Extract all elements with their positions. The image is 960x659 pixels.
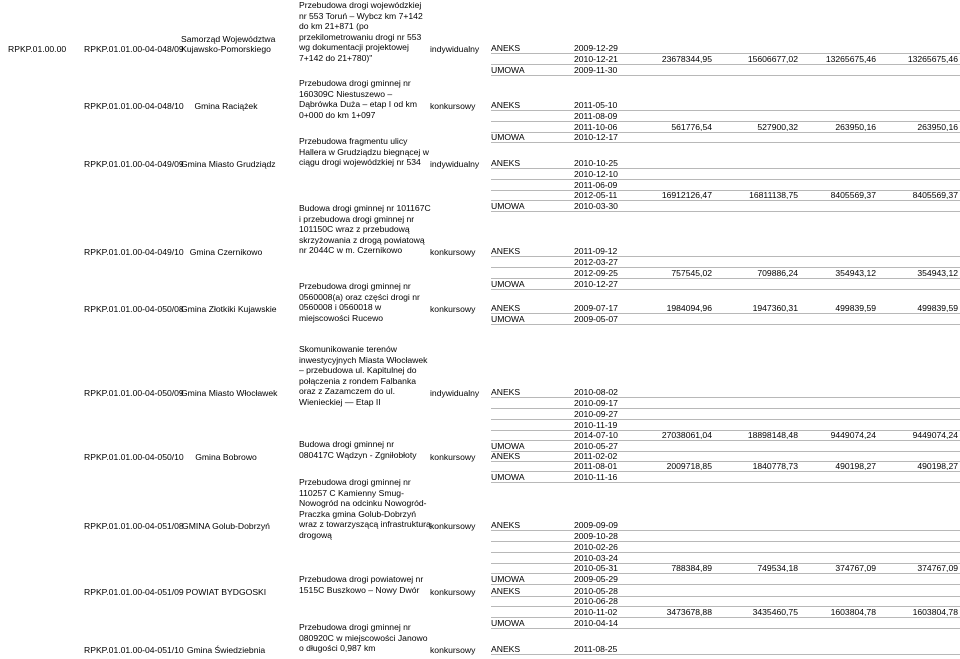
selection-mode: konkursowy bbox=[430, 586, 476, 597]
agreement-row bbox=[491, 268, 960, 279]
agreement-row bbox=[491, 246, 960, 257]
project-code: RPKP.01.01.00-04-049/09 bbox=[84, 159, 184, 170]
agreement-date: 2010-08-02 bbox=[574, 387, 618, 398]
project-program-code: RPKP.01.00.00 bbox=[8, 44, 67, 55]
agreement-date: 2011-05-10 bbox=[574, 100, 618, 111]
agreement-row bbox=[491, 563, 960, 574]
total-value: 561776,54 bbox=[671, 121, 712, 132]
project-code: RPKP.01.01.00-04-048/09 bbox=[84, 44, 184, 55]
eu-funding: 9449074,24 bbox=[830, 430, 876, 441]
agreement-date: 2012-03-27 bbox=[574, 257, 618, 268]
agreement-row bbox=[491, 607, 960, 618]
project-description: Przebudowa drogi gminnej nr 080920C w miejscowości Janowo o długości 0,987 km bbox=[299, 622, 428, 654]
total-value: 2009718,85 bbox=[666, 461, 712, 472]
agreement-row bbox=[491, 43, 960, 54]
agreement-row bbox=[491, 520, 960, 531]
agreement-row bbox=[491, 553, 960, 564]
agreement-type: ANEKS bbox=[491, 450, 521, 461]
agreement-type: UMOWA bbox=[491, 313, 525, 324]
agreement-type: ANEKS bbox=[491, 585, 521, 596]
project-block bbox=[0, 278, 960, 329]
eligible-value: 18898148,48 bbox=[747, 430, 798, 441]
agreement-row bbox=[491, 158, 960, 169]
agreement-row bbox=[491, 190, 960, 201]
agreement-row bbox=[491, 542, 960, 553]
agreement-row bbox=[491, 398, 960, 409]
agreement-date: 2014-07-10 bbox=[574, 430, 618, 441]
agreement-date: 2009-07-17 bbox=[574, 303, 618, 314]
agreement-row bbox=[491, 169, 960, 180]
project-description: Przebudowa fragmentu ulicy Hallera w Grudziądzu biegnącej w ciągu drogi wojewódzkiej nr 534 bbox=[299, 136, 429, 168]
agreement-row bbox=[491, 54, 960, 65]
agreement-date: 2010-09-27 bbox=[574, 408, 618, 419]
eligible-value: 709886,24 bbox=[757, 267, 798, 278]
agreement-type: UMOWA bbox=[491, 617, 525, 628]
agreement-row bbox=[491, 596, 960, 607]
eligible-value: 749534,18 bbox=[757, 563, 798, 574]
agreement-date: 2010-11-19 bbox=[574, 419, 618, 430]
beneficiary-name: Gmina Miasto Grudziądz bbox=[181, 159, 276, 170]
agreement-date: 2009-05-29 bbox=[574, 573, 618, 584]
project-description: Budowa drogi gminnej nr 080417C Wądzyn - Zgniłobłoty bbox=[299, 439, 417, 460]
agreement-row bbox=[491, 451, 960, 462]
agreement-date: 2010-09-17 bbox=[574, 398, 618, 409]
agreement-date: 2011-08-25 bbox=[574, 644, 618, 655]
eu-funding-amount: 1603804,78 bbox=[912, 607, 958, 617]
project-block bbox=[0, 622, 960, 659]
agreement-row bbox=[491, 387, 960, 398]
agreement-row bbox=[491, 420, 960, 431]
project-code: RPKP.01.01.00-04-048/10 bbox=[84, 101, 184, 112]
agreement-row bbox=[491, 257, 960, 268]
project-description: Przebudowa drogi gminnej nr 0560008(a) oraz części drogi nr 0560008 i 0560018 w miejscowości Rucewo bbox=[299, 281, 420, 323]
agreement-type: UMOWA bbox=[491, 573, 525, 584]
agreement-row bbox=[491, 303, 960, 314]
beneficiary-name: GMINA Golub-Dobrzyń bbox=[182, 521, 270, 532]
project-code: RPKP.01.01.00-04-051/08 bbox=[84, 521, 184, 532]
agreement-row bbox=[491, 461, 960, 472]
agreement-row bbox=[491, 100, 960, 111]
selection-mode: konkursowy bbox=[430, 304, 476, 315]
project-code: RPKP.01.01.00-04-050/09 bbox=[84, 388, 184, 399]
agreement-row bbox=[491, 180, 960, 191]
beneficiary-name: Gmina Czernikowo bbox=[189, 247, 263, 258]
agreement-date: 2010-05-27 bbox=[574, 440, 618, 451]
agreement-date: 2010-12-27 bbox=[574, 278, 618, 289]
eu-funding-amount: 9449074,24 bbox=[912, 430, 958, 441]
agreement-row bbox=[491, 531, 960, 542]
eu-funding: 8405569,37 bbox=[830, 190, 876, 201]
agreement-date: 2010-02-26 bbox=[574, 541, 618, 552]
eu-funding-amount: 374767,09 bbox=[917, 563, 958, 574]
agreement-date: 2010-12-17 bbox=[574, 132, 618, 143]
agreement-type: UMOWA bbox=[491, 472, 525, 482]
agreement-date: 2010-05-31 bbox=[574, 563, 618, 574]
project-description: Budowa drogi gminnej nr 101167C i przebudowa drogi gminnej nr 101150C wraz z przebudową skrzyżowania z drogą powiatową nr 2044C w m. Czernikowo bbox=[299, 203, 431, 256]
agreement-row bbox=[491, 122, 960, 133]
agreement-date: 2010-05-28 bbox=[574, 585, 618, 596]
eu-funding: 490198,27 bbox=[835, 461, 876, 472]
project-code: RPKP.01.01.00-04-051/09 bbox=[84, 586, 184, 597]
eligible-value: 1840778,73 bbox=[752, 461, 798, 472]
agreement-date: 2010-04-14 bbox=[574, 617, 618, 628]
beneficiary-name: Gmina Bobrowo bbox=[195, 451, 257, 462]
beneficiary-name: POWIAT BYDGOSKI bbox=[185, 586, 267, 597]
eligible-value: 1947360,31 bbox=[752, 303, 798, 314]
eu-funding: 13265675,46 bbox=[825, 54, 876, 65]
agreement-type: ANEKS bbox=[491, 158, 521, 169]
beneficiary-name: Gmina Świedziebnia bbox=[186, 645, 266, 656]
beneficiary-name: Gmina Złotkiki Kujawskie bbox=[181, 304, 277, 315]
project-description: Przebudowa drogi wojewódzkiej nr 553 Toruń – Wybcz km 7+142 do km 21+871 (po przekilometrowaniu drogi nr 553 wg dokumentacji projektowej 7+142 do 21+780)" bbox=[299, 0, 423, 63]
eu-funding-amount: 499839,59 bbox=[917, 303, 958, 314]
agreement-row bbox=[491, 586, 960, 597]
eu-funding: 1603804,78 bbox=[830, 607, 876, 617]
eu-funding: 374767,09 bbox=[835, 563, 876, 574]
eu-funding-amount: 8405569,37 bbox=[912, 190, 958, 201]
agreement-type: UMOWA bbox=[491, 440, 525, 451]
beneficiary-name: Kujawsko-Pomorskiego bbox=[181, 44, 271, 55]
eligible-value: 527900,32 bbox=[757, 121, 798, 132]
agreement-type: ANEKS bbox=[491, 387, 521, 398]
eu-funding-amount: 490198,27 bbox=[917, 461, 958, 472]
total-value: 1984094,96 bbox=[666, 303, 712, 314]
agreement-row bbox=[491, 65, 960, 76]
selection-mode: indywidualny bbox=[430, 44, 480, 55]
selection-mode: konkursowy bbox=[430, 451, 476, 462]
agreement-date: 2009-09-09 bbox=[574, 520, 618, 531]
agreement-date: 2009-10-28 bbox=[574, 531, 618, 542]
eu-funding: 499839,59 bbox=[835, 303, 876, 314]
agreement-date: 2009-05-07 bbox=[574, 313, 618, 324]
project-block bbox=[0, 203, 960, 293]
agreement-row bbox=[491, 314, 960, 325]
agreement-date: 2011-10-06 bbox=[574, 121, 618, 132]
project-description: Przebudowa drogi gminnej nr 160309C Niestuszewo – Dąbrówka Duża – etap I od km 0+000 do km 1+097 bbox=[299, 78, 417, 120]
eu-funding: 354943,12 bbox=[835, 267, 876, 278]
project-code: RPKP.01.01.00-04-051/10 bbox=[84, 645, 184, 656]
agreement-date: 2012-09-25 bbox=[574, 267, 618, 278]
eligible-value: 16811138,75 bbox=[749, 190, 798, 201]
beneficiary-name: Samorząd Województwa bbox=[181, 33, 276, 44]
eu-funding: 263950,16 bbox=[835, 121, 876, 132]
agreement-type: ANEKS bbox=[491, 246, 521, 257]
total-value: 757545,02 bbox=[671, 267, 712, 278]
agreement-type: ANEKS bbox=[491, 644, 521, 655]
agreement-date: 2010-12-21 bbox=[574, 54, 618, 65]
project-code: RPKP.01.01.00-04-050/08 bbox=[84, 304, 184, 315]
agreement-type: UMOWA bbox=[491, 201, 525, 211]
agreement-type: ANEKS bbox=[491, 100, 521, 111]
total-value: 27038061,04 bbox=[661, 430, 712, 441]
eu-funding-amount: 263950,16 bbox=[917, 121, 958, 132]
agreement-row bbox=[491, 111, 960, 122]
total-value: 16912126,47 bbox=[661, 190, 712, 201]
agreement-type: ANEKS bbox=[491, 520, 521, 531]
agreement-date: 2010-11-02 bbox=[574, 607, 618, 617]
agreement-date: 2010-03-30 bbox=[574, 201, 618, 211]
project-code: RPKP.01.01.00-04-050/10 bbox=[84, 451, 184, 462]
agreement-type: UMOWA bbox=[491, 64, 525, 75]
project-block bbox=[0, 0, 960, 80]
agreement-date: 2011-06-09 bbox=[574, 179, 618, 190]
agreement-row bbox=[491, 409, 960, 420]
total-value: 788384,89 bbox=[671, 563, 712, 574]
eu-funding-amount: 13265675,46 bbox=[907, 54, 958, 65]
selection-mode: konkursowy bbox=[430, 247, 476, 258]
agreement-date: 2009-11-30 bbox=[574, 64, 618, 75]
project-description: Przebudowa drogi gminnej nr 110257 C Kamienny Smug-Nowogród na odcinku Nowogród-Praczka gmina Golub-Dobrzyń wraz z towarzyszącą infrastrukturą drogową bbox=[299, 477, 431, 540]
project-description: Przebudowa drogi powiatowej nr 1515C Buszkowo – Nowy Dwór bbox=[299, 574, 424, 595]
agreement-type: UMOWA bbox=[491, 278, 525, 289]
agreement-date: 2010-03-24 bbox=[574, 552, 618, 563]
total-value: 3473678,88 bbox=[666, 607, 712, 617]
selection-mode: konkursowy bbox=[430, 645, 476, 656]
agreement-type: ANEKS bbox=[491, 303, 521, 314]
agreement-date: 2010-06-28 bbox=[574, 596, 618, 607]
agreement-date: 2010-11-16 bbox=[574, 472, 618, 482]
selection-mode: konkursowy bbox=[430, 521, 476, 532]
agreement-date: 2011-09-12 bbox=[574, 246, 618, 257]
selection-mode: indywidualny bbox=[430, 388, 480, 399]
agreement-date: 2009-12-29 bbox=[574, 43, 618, 54]
beneficiary-name: Gmina Raciążek bbox=[194, 101, 258, 112]
project-code: RPKP.01.01.00-04-049/10 bbox=[84, 247, 184, 258]
eligible-value: 15606677,02 bbox=[747, 54, 798, 65]
agreement-date: 2011-02-02 bbox=[574, 450, 618, 461]
project-block bbox=[0, 477, 960, 589]
agreement-date: 2010-10-25 bbox=[574, 158, 618, 169]
agreement-type: ANEKS bbox=[491, 43, 521, 54]
selection-mode: indywidualny bbox=[430, 159, 480, 170]
agreement-date: 2010-12-10 bbox=[574, 168, 618, 179]
agreement-date: 2012-05-11 bbox=[574, 190, 618, 201]
project-description: Skomunikowanie terenów inwestycyjnych Miasta Włocławek – przebudowa ul. Kapitulnej do połączenia z rondem Falbanka oraz z Zazamczem do ul. Wienieckiej — Etap II bbox=[299, 344, 428, 407]
eligible-value: 3435460,75 bbox=[752, 607, 798, 617]
agreement-date: 2011-08-09 bbox=[574, 110, 618, 121]
beneficiary-name: Gmina Miasto Włocławek bbox=[181, 388, 278, 399]
agreement-type: UMOWA bbox=[491, 132, 525, 143]
total-value: 23678344,95 bbox=[661, 54, 712, 65]
agreement-row bbox=[491, 644, 960, 655]
agreement-date: 2011-08-01 bbox=[574, 461, 618, 472]
selection-mode: konkursowy bbox=[430, 101, 476, 112]
eu-funding-amount: 354943,12 bbox=[917, 267, 958, 278]
